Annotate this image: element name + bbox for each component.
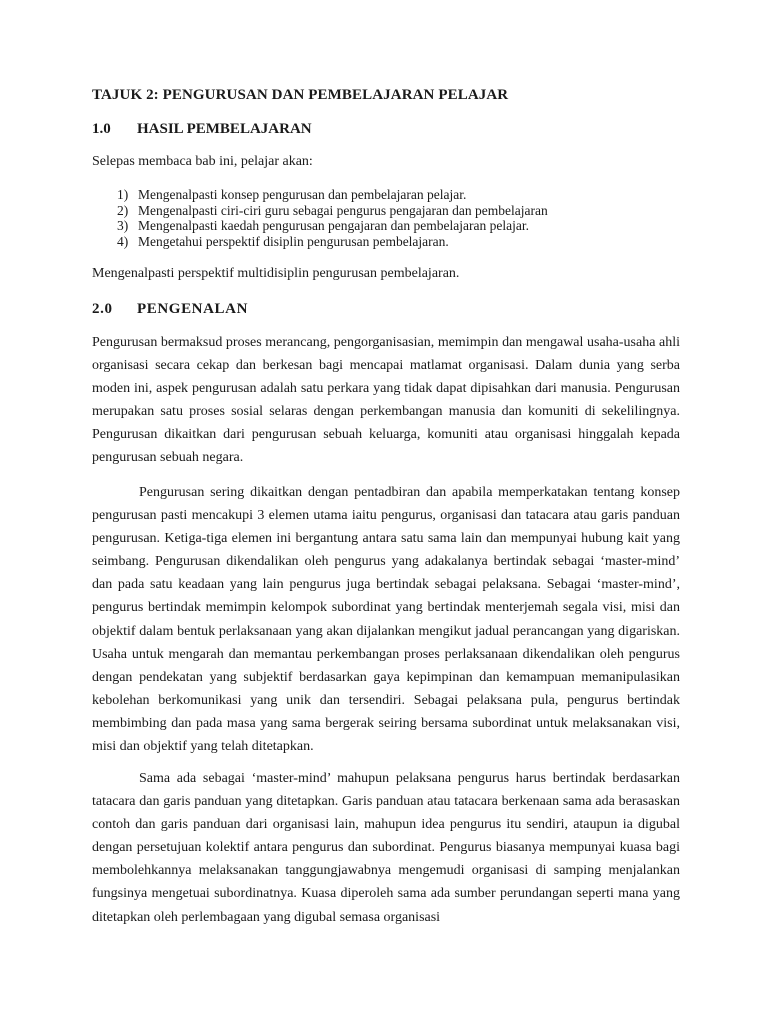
section-title: HASIL PEMBELAJARAN xyxy=(137,121,312,137)
list-text: Mengenalpasti kaedah pengurusan pengajaran dan pembelajaran pelajar. xyxy=(138,218,529,233)
objectives-list xyxy=(117,187,548,249)
document-title: TAJUK 2: PENGURUSAN DAN PEMBELAJARAN PELAJAR xyxy=(92,87,509,103)
section-number: 1.0 xyxy=(92,121,111,137)
list-text: Mengetahui perspektif disiplin pengurusan pembelajaran. xyxy=(138,233,449,249)
section-heading-pengenalan xyxy=(92,301,248,318)
note-text: Mengenalpasti perspektif multidisiplin pengurusan pembelajaran. xyxy=(92,266,460,281)
paragraph: Pengurusan sering dikaitkan dengan pentadbiran dan apabila memperkatakan tentang konsep pengurusan pasti mencakupi 3 elemen utama iaitu pengurus, organisasi dan tatacara atau garis panduan pengurusan. Ketiga-tiga elemen ini bergantung antara satu sama lain dan mempunyai hubung kait yang seimbang. Pengurusan dikendalikan oleh pengurus yang adakalanya bertindak sebagai ‘master-mind’ dan pada satu keadaan yang lain pengurus juga bertindak sebagai pelaksana. Sebagai ‘master-mind’, pengurus bertindak memimpin kelompok subordinat yang bertindak menterjemah segala visi, misi dan objektif dalam bentuk perlaksanaan yang akan dijalankan mengikut jadual perancangan yang digariskan. Usaha untuk mengarah dan memantau perkembangan proses perlaksanaan dikendalikan oleh pengurus dengan pendekatan yang subjektif berdasarkan gaya kepimpinan dan kemampuan memanipulasikan kebolehan berkomunikasi yang unik dan tersendiri. Sebagai pelaksana pula, pengurus bertindak membimbing dan pada masa yang sama bergerak seiring bersama subordinat untuk melaksanakan visi, misi dan objektif yang telah ditetapkan. xyxy=(92,485,680,755)
list-item xyxy=(117,234,548,250)
list-number: 1) xyxy=(117,187,129,202)
list-number: 3) xyxy=(117,218,129,233)
paragraph: Pengurusan bermaksud proses merancang, pengorganisasian, memimpin dan mengawal usaha-usaha ahli organisasi secara cekap dan berkesan bagi mencapai matlamat organisasi. Dalam dunia yang serba moden ini, aspek pengurusan adalah satu perkara yang tidak dapat dipisahkan dari manusia. Pengurusan merupakan satu proses sosial selaras dengan perkembangan manusia dan komuniti di sekelilingnya. Pengurusan dikaitkan dari pengurusan sebuah keluarga, komuniti atau organisasi hinggalah kepada pengurusan sebuah negara. xyxy=(92,335,680,466)
intro-text: Selepas membaca bab ini, pelajar akan: xyxy=(92,154,313,169)
paragraph: Sama ada sebagai ‘master-mind’ mahupun pelaksana pengurus harus bertindak berdasarkan tatacara dan garis panduan yang ditetapkan. Garis panduan atau tatacara berkenaan sama ada berasaskan contoh dan garis panduan dari organisasi lain, mahupun idea pengurus itu sendiri, ataupun ia digubal dengan persetujuan kolektif antara pengurus dan subordinat. Pengurus biasanya mempunyai kuasa bagi membolehkannya melaksanakan tanggungjawabnya mengemudi organisasi di samping menjalankan fungsinya mengetuai subordinatnya. Kuasa diperoleh sama ada sumber perundangan seperti mana yang ditetapkan oleh perlembagaan yang digubal semasa organisasi xyxy=(92,771,680,925)
list-text: Mengenalpasti ciri-ciri guru sebagai pengurus pengajaran dan pembelajaran xyxy=(138,202,548,218)
section-number: 2.0 xyxy=(92,301,113,317)
list-number: 4) xyxy=(117,233,129,249)
list-item xyxy=(117,218,548,234)
list-item xyxy=(117,203,548,219)
list-number: 2) xyxy=(117,202,129,218)
section-title: PENGENALAN xyxy=(137,301,249,317)
list-text: Mengenalpasti konsep pengurusan dan pembelajaran pelajar. xyxy=(138,187,467,202)
list-item xyxy=(117,187,548,203)
section-heading-hasil-pembelajaran xyxy=(92,121,312,138)
